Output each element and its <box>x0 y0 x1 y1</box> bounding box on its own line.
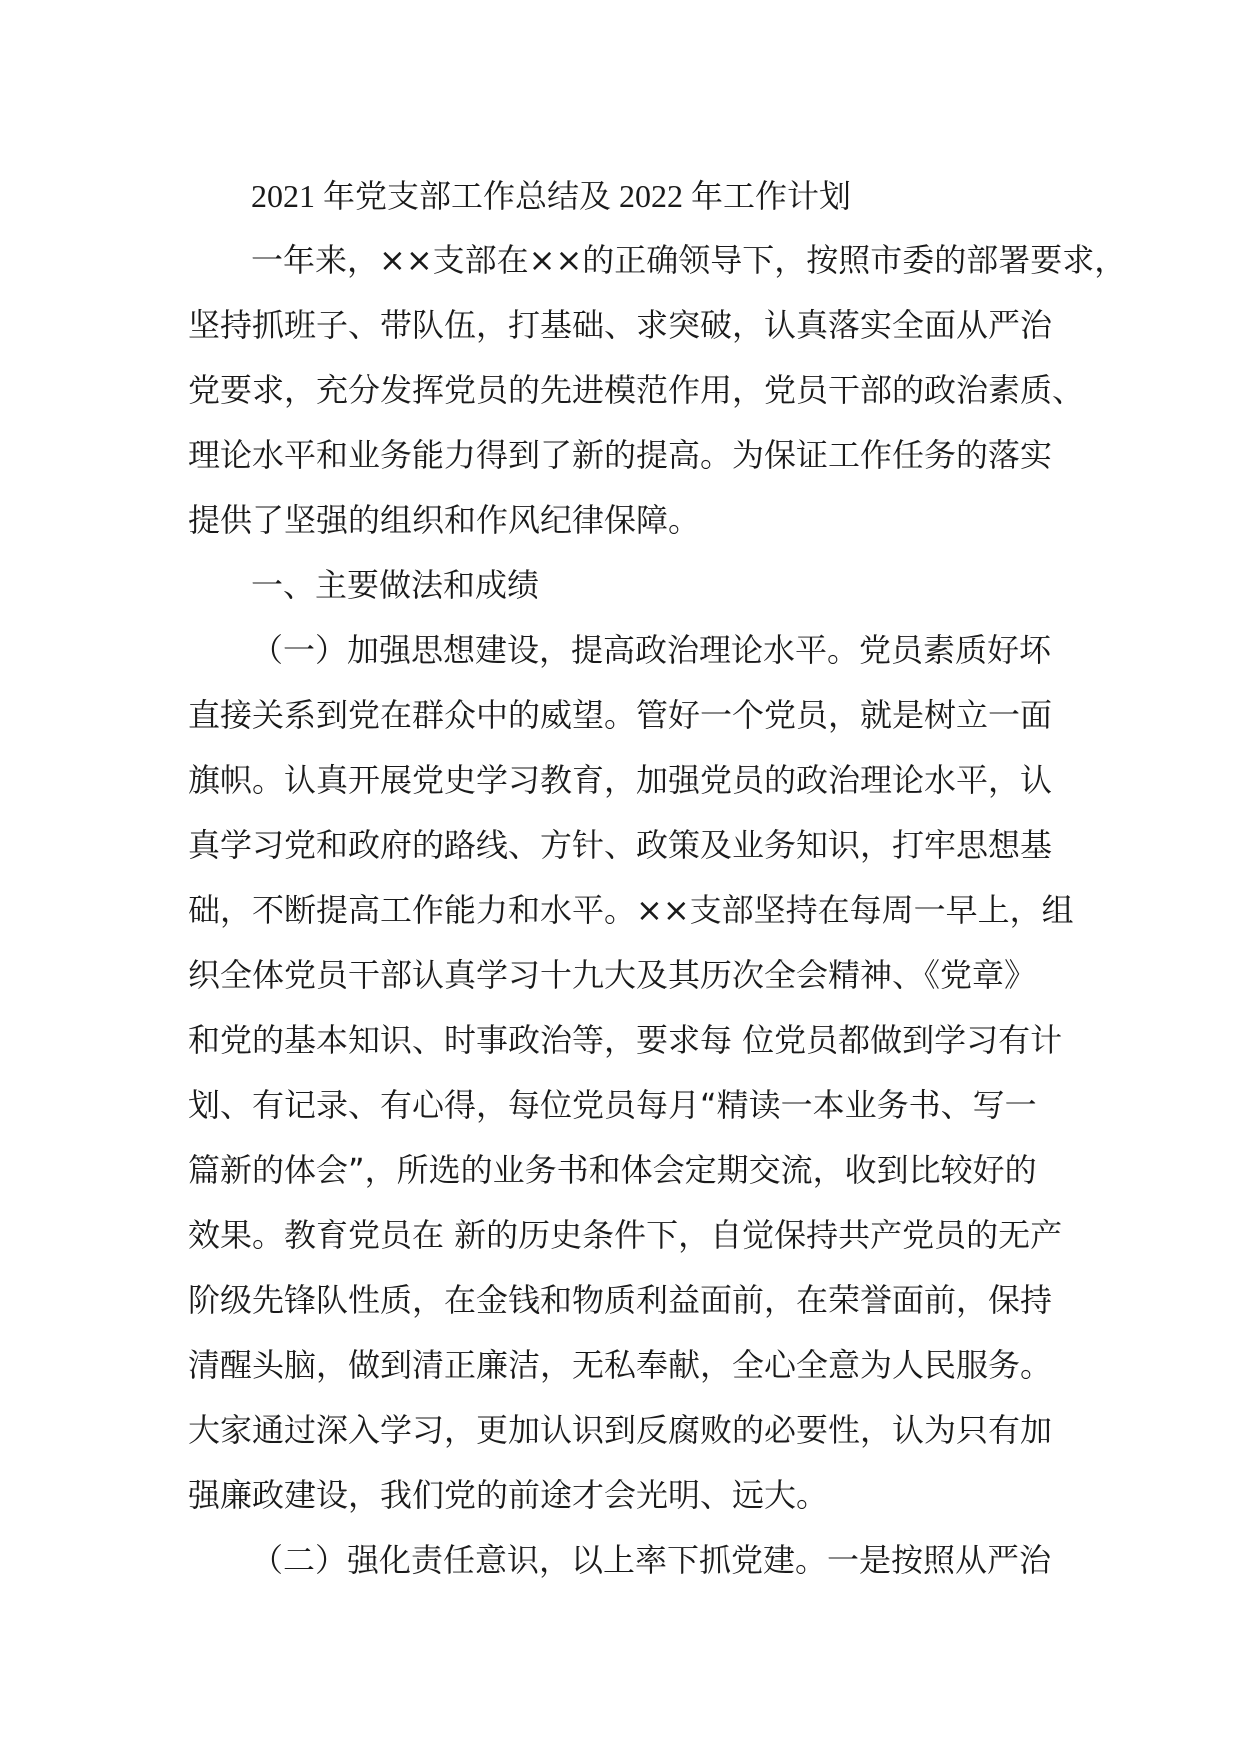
paragraph-line: 一年来，××支部在××的正确领导下，按照市委的部署要求， <box>251 241 1127 279</box>
paragraph-line: 清醒头脑，做到清正廉洁，无私奉献，全心全意为人民服务。 <box>188 1346 1053 1384</box>
paragraph-line: （二）强化责任意识，以上率下抓党建。一是按照从严治 <box>251 1541 1052 1579</box>
paragraph-line: 和党的基本知识、时事政治等，要求每 位党员都做到学习有计 <box>188 1021 1063 1059</box>
paragraph-line: 篇新的体会”，所选的业务书和体会定期交流，收到比较好的 <box>188 1151 1037 1189</box>
paragraph-line: 坚持抓班子、带队伍，打基础、求突破，认真落实全面从严治 <box>188 306 1053 344</box>
paragraph-line: 效果。教育党员在 新的历史条件下，自觉保持共产党员的无产 <box>188 1216 1063 1254</box>
paragraph-line: 真学习党和政府的路线、方针、政策及业务知识，打牢思想基 <box>188 826 1053 864</box>
paragraph-line: 础，不断提高工作能力和水平。××支部坚持在每周一早上，组 <box>188 891 1074 929</box>
paragraph-line: 大家通过深入学习，更加认识到反腐败的必要性，认为只有加 <box>188 1411 1053 1449</box>
paragraph-line: 强廉政建设，我们党的前途才会光明、远大。 <box>188 1476 829 1514</box>
paragraph-line: 党要求，充分发挥党员的先进模范作用，党员干部的政治素质、 <box>188 371 1085 409</box>
paragraph-line: 提供了坚强的组织和作风纪律保障。 <box>188 501 701 539</box>
paragraph-line: 织全体党员干部认真学习十九大及其历次全会精神、《党章》 <box>188 956 1037 994</box>
paragraph-line: 直接关系到党在群众中的威望。管好一个党员，就是树立一面 <box>188 696 1053 734</box>
paragraph-line: （一）加强思想建设，提高政治理论水平。党员素质好坏 <box>251 631 1052 669</box>
document-title: 2021 年党支部工作总结及 2022 年工作计划 <box>251 178 852 214</box>
section-heading: 一、主要做法和成绩 <box>251 566 540 604</box>
paragraph-line: 阶级先锋队性质，在金钱和物质利益面前，在荣誉面前，保持 <box>188 1281 1053 1319</box>
paragraph-line: 划、有记录、有心得，每位党员每月“精读一本业务书、写一 <box>188 1086 1037 1124</box>
paragraph-line: 理论水平和业务能力得到了新的提高。为保证工作任务的落实 <box>188 436 1053 474</box>
paragraph-line: 旗帜。认真开展党史学习教育，加强党员的政治理论水平，认 <box>188 761 1053 799</box>
